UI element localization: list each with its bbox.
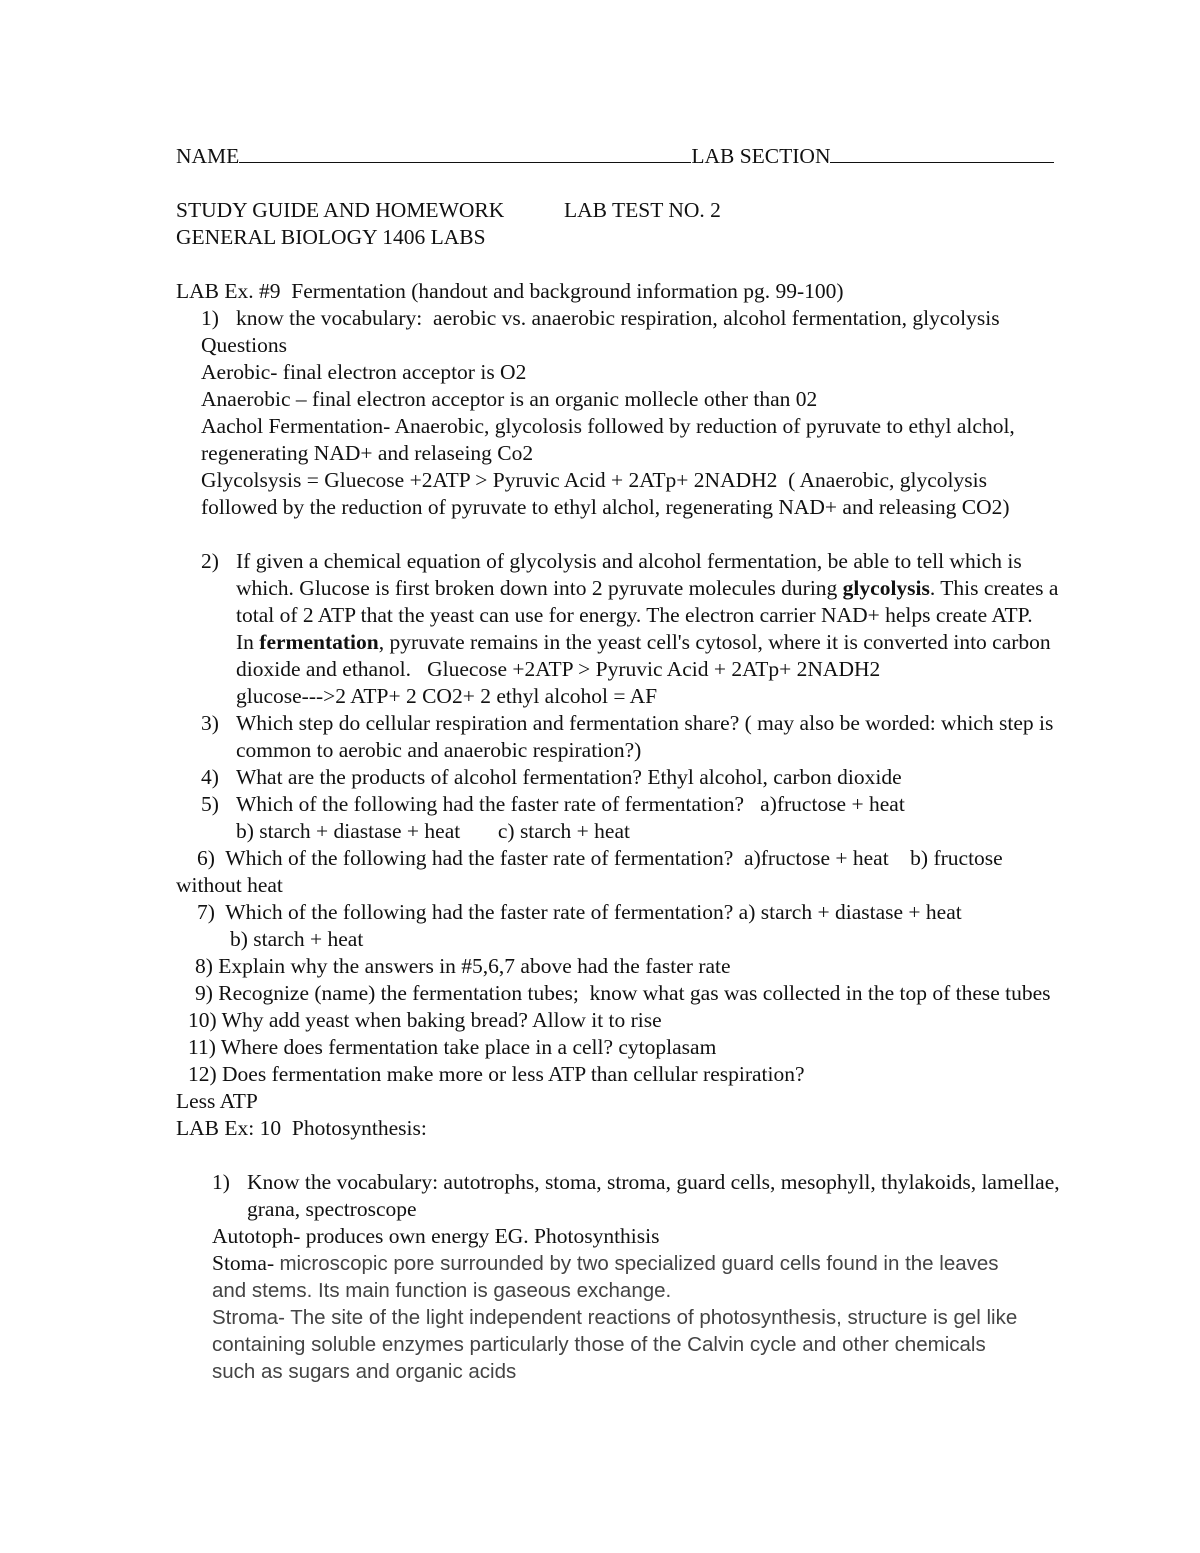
lab-section-label: LAB SECTION: [691, 144, 831, 168]
lab9-q2-text: In: [236, 630, 260, 654]
lab9-q2-text: which. Glucose is first broken down into 2 pyruvate molecules during: [236, 576, 843, 600]
lab9-q5-line: Which of the following had the faster rate of fermentation? a)fructose + heat: [236, 792, 905, 816]
lab9-q1-answer-line: Aerobic- final electron acceptor is O2: [201, 360, 527, 384]
stoma-definition: [212, 1250, 999, 1277]
glycolysis-term: glycolysis: [842, 576, 930, 600]
lab-section-blank-line[interactable]: [830, 144, 1054, 163]
lab10-q1-line: Know the vocabulary: autotrophs, stoma, stroma, guard cells, mesophyll, thylakoids, lamellae,: [247, 1170, 1060, 1194]
lab9-q12-answer: Less ATP: [176, 1089, 258, 1113]
lab9-q2-line: glucose--->2 ATP+ 2 CO2+ 2 ethyl alcohol = AF: [236, 684, 658, 708]
lab9-q5-number: 5): [201, 792, 219, 816]
lab10-q1-line: grana, spectroscope: [247, 1197, 417, 1221]
lab9-q3-line: Which step do cellular respiration and fermentation share? ( may also be worded: which step is: [236, 711, 1054, 735]
lab9-q2-number: 2): [201, 549, 219, 573]
lab10-title: LAB Ex: 10 Photosynthesis:: [176, 1116, 427, 1140]
lab9-q1-answer-line: Questions: [201, 333, 287, 357]
lab10-q1-number: 1): [212, 1170, 230, 1194]
stoma-definition-text: and stems. Its main function is gaseous exchange.: [212, 1279, 672, 1302]
lab9-q2-line: dioxide and ethanol. Gluecose +2ATP > Pyruvic Acid + 2ATp+ 2NADH2: [236, 657, 881, 681]
lab9-q1-answer-line: followed by the reduction of pyruvate to ethyl alchol, regenerating NAD+ and releasing CO2): [201, 495, 1010, 519]
lab9-q1-answer-line: Anaerobic – final electron acceptor is an organic mollecle other than 02: [201, 387, 818, 411]
lab-test-number: LAB TEST NO. 2: [564, 198, 721, 222]
stroma-definition: Stroma- The site of the light independent reactions of photosynthesis, structure is gel like: [212, 1306, 1018, 1329]
course-title: GENERAL BIOLOGY 1406 LABS: [176, 225, 486, 249]
fermentation-term: fermentation: [259, 630, 379, 654]
lab9-q5-line: b) starch + diastase + heat c) starch + heat: [236, 819, 630, 843]
lab9-q6-line: 6) Which of the following had the faster rate of fermentation? a)fructose + heat b) fructose: [197, 846, 1003, 870]
autotroph-definition: Autotoph- produces own energy EG. Photosynthisis: [212, 1224, 660, 1248]
name-blank-line[interactable]: [239, 144, 691, 163]
header-line-1: [176, 197, 721, 224]
lab9-q8: 8) Explain why the answers in #5,6,7 above had the faster rate: [195, 954, 731, 978]
lab9-q7-line: 7) Which of the following had the faster rate of fermentation? a) starch + diastase + heat: [197, 900, 962, 924]
lab9-q2-text: . This creates a: [929, 576, 1059, 600]
lab9-q2-text: , pyruvate remains in the yeast cell's cytosol, where it is converted into carbon: [378, 630, 1051, 654]
lab9-q11: 11) Where does fermentation take place in a cell? cytoplasam: [188, 1035, 717, 1059]
name-label: NAME: [176, 144, 240, 168]
stroma-definition: such as sugars and organic acids: [212, 1360, 517, 1383]
lab9-q2-line: total of 2 ATP that the yeast can use for energy. The electron carrier NAD+ helps create ATP.: [236, 603, 1033, 627]
stoma-term: Stoma-: [212, 1251, 280, 1275]
lab9-q6-line: without heat: [176, 873, 283, 897]
study-guide-title: STUDY GUIDE AND HOMEWORK: [176, 198, 505, 222]
lab9-q3-number: 3): [201, 711, 219, 735]
lab9-q2-line: [236, 575, 1058, 602]
lab9-q1-text: know the vocabulary: aerobic vs. anaerobic respiration, alcohol fermentation, glycolysis: [236, 306, 1000, 330]
lab9-title: LAB Ex. #9 Fermentation (handout and background information pg. 99-100): [176, 279, 844, 303]
lab9-q2-line: [236, 629, 1051, 656]
lab9-q1-answer-line: regenerating NAD+ and relaseing Co2: [201, 441, 534, 465]
stroma-definition: containing soluble enzymes particularly those of the Calvin cycle and other chemicals: [212, 1333, 986, 1356]
stoma-definition-text: microscopic pore surrounded by two specialized guard cells found in the leaves: [279, 1252, 999, 1275]
lab9-q1-answer-line: Aachol Fermentation- Anaerobic, glycolosis followed by reduction of pyruvate to ethyl alchol,: [201, 414, 1015, 438]
lab9-q4-number: 4): [201, 765, 219, 789]
lab9-q1-answer-line: Glycolsysis = Gluecose +2ATP > Pyruvic Acid + 2ATp+ 2NADH2 ( Anaerobic, glycolysis: [201, 468, 987, 492]
lab9-q4-text: What are the products of alcohol fermentation? Ethyl alcohol, carbon dioxide: [236, 765, 902, 789]
name-field[interactable]: [176, 143, 1054, 170]
lab9-q12: 12) Does fermentation make more or less ATP than cellular respiration?: [188, 1062, 805, 1086]
lab9-q2-line: If given a chemical equation of glycolysis and alcohol fermentation, be able to tell which is: [236, 549, 1022, 573]
lab9-q3-line: common to aerobic and anaerobic respiration?): [236, 738, 642, 762]
lab9-q7-line: b) starch + heat: [230, 927, 364, 951]
lab9-q9: 9) Recognize (name) the fermentation tubes; know what gas was collected in the top of these tubes: [195, 981, 1051, 1005]
lab9-q10: 10) Why add yeast when baking bread? Allow it to rise: [188, 1008, 662, 1032]
lab9-q1-number: 1): [201, 306, 219, 330]
